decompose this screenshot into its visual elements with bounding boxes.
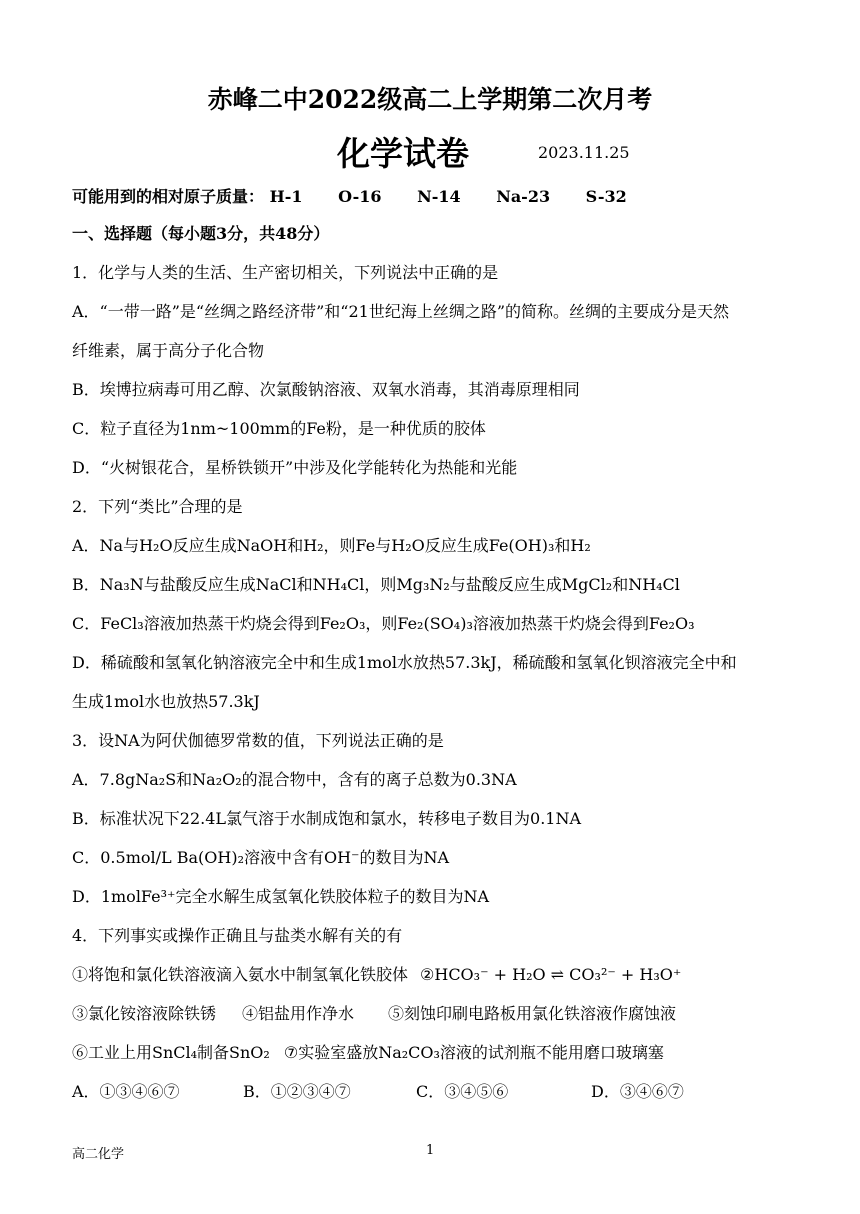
q4-statement-1: ①将饱和氯化铁溶液滴入氨水中制氢氧化铁胶体 — [72, 965, 409, 984]
q2-option-b: B．Na₃N与盐酸反应生成NaCl和NH₄Cl，则Mg₃N₂与盐酸反应生成MgCl₂和NH₄Cl — [72, 575, 680, 594]
q3-option-c: C．0.5mol/L Ba(OH)₂溶液中含有OH⁻的数目为NA — [72, 848, 450, 867]
atomic-mass-n: N-14 — [417, 187, 461, 206]
q4-stem: 4．下列事实或操作正确且与盐类水解有关的有 — [72, 926, 403, 945]
q4-option-d: D．③④⑥⑦ — [591, 1082, 684, 1101]
q4-statement-2: ②HCO₃⁻ + H₂O ⇌ CO₃²⁻ + H₃O⁺ — [420, 965, 682, 984]
q3-stem: 3．设NA为阿伏伽德罗常数的值，下列说法正确的是 — [72, 731, 444, 750]
atomic-mass-h: H-1 — [269, 187, 303, 206]
q4-statement-3: ③氯化铵溶液除铁锈 — [72, 1004, 217, 1023]
q1-option-c: C．粒子直径为1nm~100mm的Fe粉，是一种优质的胶体 — [72, 419, 486, 438]
q4-option-b: B．①②③④⑦ — [243, 1082, 351, 1101]
q3-option-a: A．7.8gNa₂S和Na₂O₂的混合物中，含有的离子总数为0.3NA — [72, 770, 517, 789]
q3-option-b: B．标准状况下22.4L氯气溶于水制成饱和氯水，转移电子数目为0.1NA — [72, 809, 582, 828]
q4-option-a: A．①③④⑥⑦ — [72, 1082, 180, 1101]
q4-statements-row2 — [72, 1004, 676, 1024]
q4-statement-7: ⑦实验室盛放Na₂CO₃溶液的试剂瓶不能用磨口玻璃塞 — [283, 1043, 664, 1062]
atomic-mass-label: 可能用到的相对原子质量： — [72, 187, 265, 206]
q1-option-a: A．“一带一路”是“丝绸之路经济带”和“21世纪海上丝绸之路”的简称。丝绸的主要成分是天然 — [72, 302, 729, 321]
section-title: 一、选择题（每小题3分，共48分） — [72, 224, 330, 243]
atomic-mass-s: S-32 — [585, 187, 627, 206]
q4-option-c: C．③④⑤⑥ — [416, 1082, 509, 1101]
q4-statements-row1 — [72, 965, 681, 985]
page-number: 1 — [426, 1143, 435, 1158]
atomic-mass-line — [72, 187, 627, 207]
q2-option-a: A．Na与H₂O反应生成NaOH和H₂，则Fe与H₂O反应生成Fe(OH)₃和H₂ — [72, 536, 591, 555]
q1-option-d: D．“火树银花合，星桥铁锁开”中涉及化学能转化为热能和光能 — [72, 458, 518, 477]
q2-option-c: C．FeCl₃溶液加热蒸干灼烧会得到Fe₂O₃，则Fe₂(SO₄)₃溶液加热蒸干灼烧会得到Fe₂O₃ — [72, 614, 695, 633]
exam-date: 2023.11.25 — [538, 143, 630, 162]
q4-statement-5: ⑤刻蚀印刷电路板用氯化铁溶液作腐蚀液 — [388, 1004, 677, 1023]
q2-option-d-cont: 生成1mol水也放热57.3kJ — [72, 692, 260, 711]
exam-title: 赤峰二中2022级高二上学期第二次月考 — [207, 85, 653, 114]
footer-subject: 高二化学 — [72, 1147, 125, 1162]
q4-statement-6: ⑥工业上用SnCl₄制备SnO₂ — [72, 1043, 270, 1062]
q1-option-b: B．埃博拉病毒可用乙醇、次氯酸钠溶液、双氧水消毒，其消毒原理相同 — [72, 380, 580, 399]
q2-stem: 2．下列“类比”合理的是 — [72, 497, 243, 516]
atomic-mass-o: O-16 — [338, 187, 382, 206]
atomic-mass-na: Na-23 — [496, 187, 551, 206]
q4-statement-4: ④铝盐用作净水 — [242, 1004, 355, 1023]
q2-option-d: D．稀硫酸和氢氧化钠溶液完全中和生成1mol水放热57.3kJ，稀硫酸和氢氧化钡溶液完全中和 — [72, 653, 737, 672]
subject-title: 化学试卷 — [337, 134, 469, 173]
q1-stem: 1．化学与人类的生活、生产密切相关，下列说法中正确的是 — [72, 263, 499, 282]
q3-option-d: D．1molFe³⁺完全水解生成氢氧化铁胶体粒子的数目为NA — [72, 887, 490, 906]
q4-statements-row3 — [72, 1043, 664, 1063]
q1-option-a-cont: 纤维素，属于高分子化合物 — [72, 341, 265, 360]
